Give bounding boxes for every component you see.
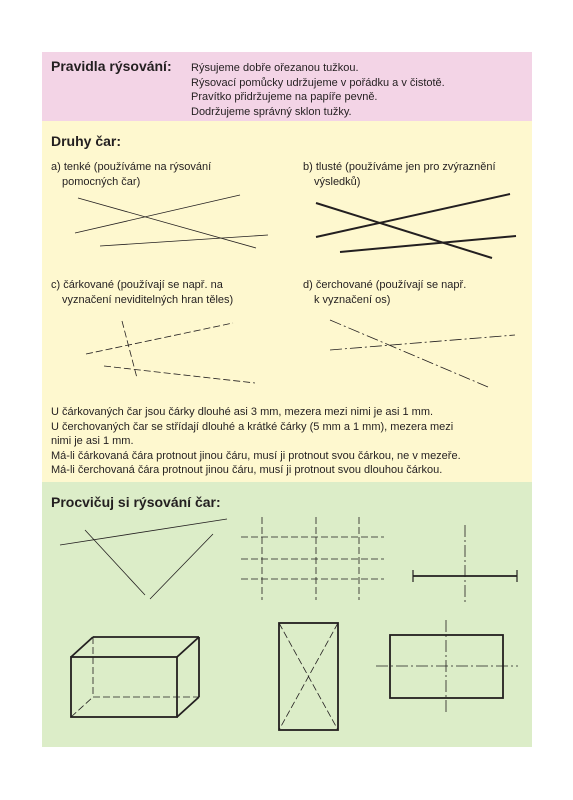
line-types-title: Druhy čar:	[51, 133, 122, 149]
note-line: U čerchovaných čar se střídají dlouhé a krátké čárky (5 mm a 1 mm), mezera mezi	[51, 420, 454, 433]
practice-crossing-lines	[60, 519, 227, 599]
rule-item: Pravítko přidržujeme na papíře pevně.	[191, 91, 378, 103]
caption-line: výsledků)	[314, 175, 361, 188]
note-line: nimi je asi 1 mm.	[51, 435, 134, 447]
caption-line: c) čárkované (používají se např. na	[51, 279, 223, 291]
note-line: Má-li čerchovaná čára protnout jinou čáru, musí ji protnout svou dlouhou čárkou.	[51, 464, 443, 476]
caption-line: k vyznačení os)	[314, 293, 391, 306]
rules-title: Pravidla rýsování:	[51, 58, 172, 74]
practice-box-drawing	[71, 637, 199, 717]
note-line: Má-li čárkovaná čára protnout jinou čáru, musí ji protnout svou čárkou, ne v mezeře.	[51, 449, 461, 462]
caption-line: pomocných čar)	[62, 175, 141, 188]
caption-line: a) tenké (používáme na rýsování	[51, 161, 212, 173]
practice-dashed-grid	[241, 517, 384, 600]
practice-rectangle-axes	[376, 620, 518, 712]
caption-line: d) čerchované (používají se např.	[303, 279, 467, 291]
note-line: U čárkovaných čar jsou čárky dlouhé asi 3 mm, mezera mezi nimi je asi 1 mm.	[51, 406, 434, 418]
caption-line: b) tlusté (používáme jen pro zvýraznění	[303, 161, 496, 173]
caption-line: vyznačení neviditelných hran těles)	[62, 293, 234, 306]
rule-item: Dodržujeme správný sklon tužky.	[191, 105, 352, 118]
rule-item: Rýsujeme dobře ořezanou tužkou.	[191, 62, 359, 74]
practice-rectangle-diagonals	[279, 623, 338, 730]
rule-item: Rýsovací pomůcky udržujeme v pořádku a v čistotě.	[191, 76, 445, 89]
practice-dimension-line	[413, 525, 517, 604]
practice-title: Procvičuj si rýsování čar:	[51, 494, 221, 510]
